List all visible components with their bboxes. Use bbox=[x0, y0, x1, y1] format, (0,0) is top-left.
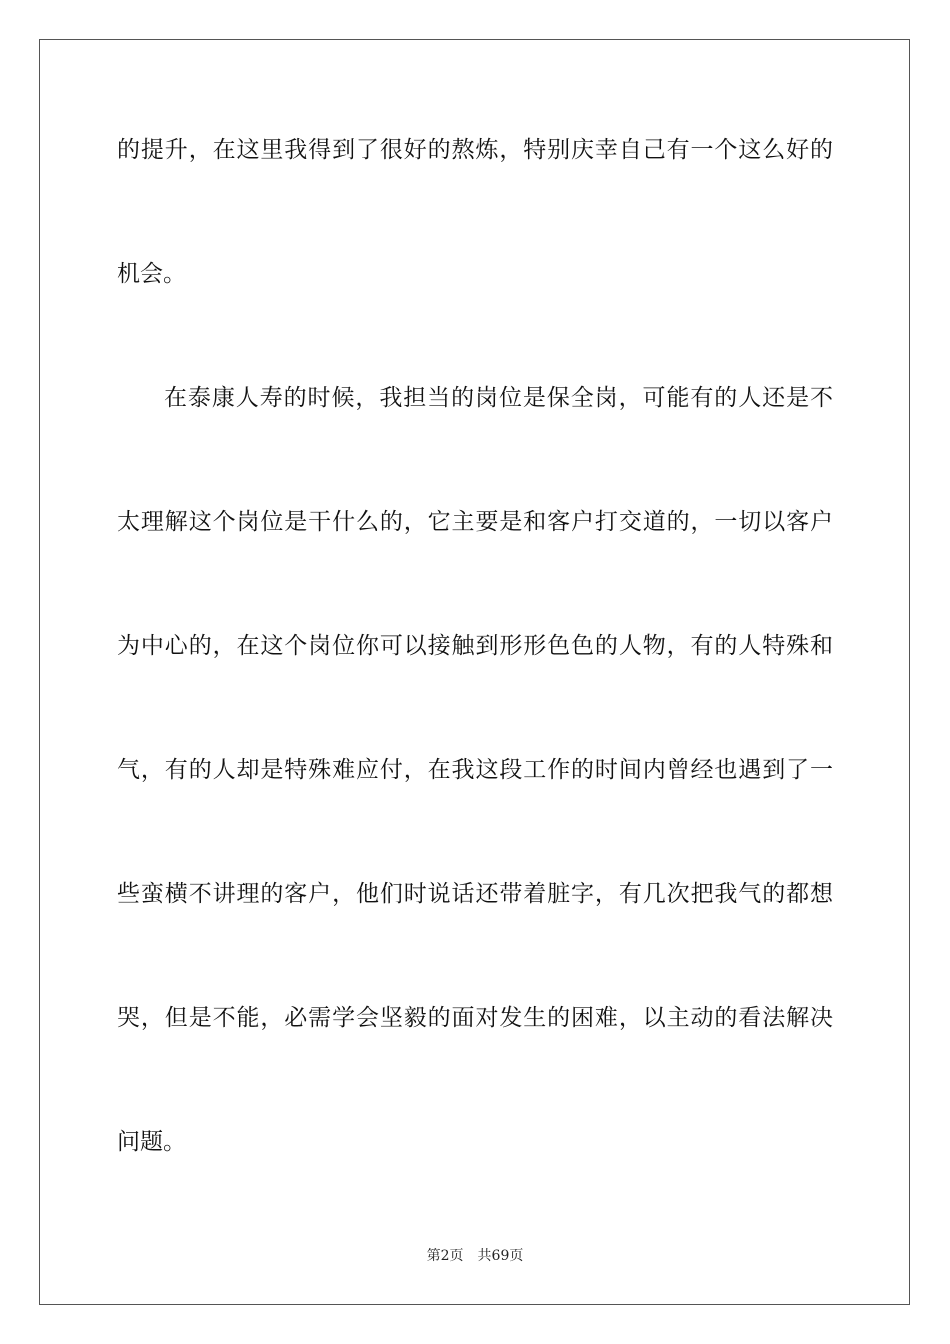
body-line-9: 问题。 bbox=[117, 1129, 186, 1155]
body-line-3: 在泰康人寿的时候，我担当的岗位是保全岗，可能有的人还是不 bbox=[164, 385, 833, 411]
body-line-4: 太理解这个岗位是干什么的，它主要是和客户打交道的，一切以客户 bbox=[117, 509, 833, 535]
page-number-total: 共69页 bbox=[477, 1248, 524, 1264]
body-line-2: 机会。 bbox=[117, 261, 186, 287]
body-line-7: 些蛮横不讲理的客户，他们时说话还带着脏字，有几次把我气的都想 bbox=[117, 881, 833, 907]
page-number-current: 第2页 bbox=[426, 1248, 464, 1264]
body-line-6: 气，有的人却是特殊难应付，在我这段工作的时间内曾经也遇到了一 bbox=[117, 757, 833, 783]
body-line-8: 哭，但是不能，必需学会坚毅的面对发生的困难，以主动的看法解决 bbox=[117, 1005, 833, 1031]
page-border bbox=[39, 39, 910, 1305]
body-line-1: 的提升，在这里我得到了很好的熬炼，特别庆幸自己有一个这么好的 bbox=[117, 137, 833, 163]
body-line-5: 为中心的，在这个岗位你可以接触到形形色色的人物，有的人特殊和 bbox=[117, 633, 833, 659]
page-footer bbox=[0, 1247, 950, 1265]
